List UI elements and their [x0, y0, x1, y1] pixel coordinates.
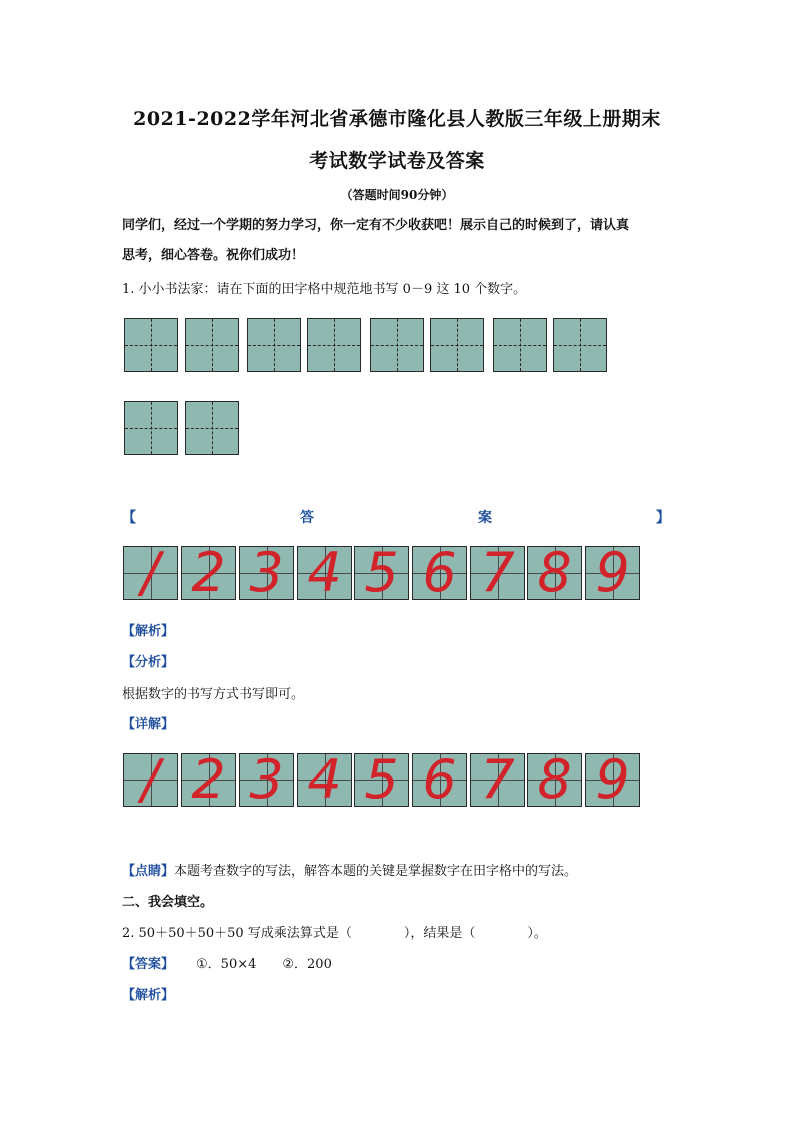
- digit-glyph: 8: [537, 546, 572, 600]
- digit-cell: [527, 546, 582, 600]
- answer-bracket-left: 【: [122, 510, 136, 526]
- tianzige-box[interactable]: [124, 401, 178, 455]
- digit-cell: [585, 546, 640, 600]
- dianjing-label: 【点睛】: [122, 864, 175, 879]
- fenxi-text: 根据数字的书写方式书写即可。: [122, 687, 305, 702]
- section-2-heading: 二、我会填空。: [122, 895, 214, 910]
- digit-glyph: /: [141, 753, 160, 807]
- digit-cell: [123, 753, 178, 807]
- digit-cell: [527, 753, 582, 807]
- q2-answer-text: ①．50×4 ②．200: [196, 957, 332, 972]
- question-1: 1. 小小书法家：请在下面的田字格中规范地书写 0－9 这 10 个数字。: [122, 282, 527, 297]
- digit-glyph: 4: [307, 753, 342, 807]
- xiangjie-label: 【详解】: [122, 717, 175, 732]
- digit-cell: [297, 753, 352, 807]
- fenxi-label: 【分析】: [122, 655, 175, 670]
- digit-glyph: 3: [249, 753, 284, 807]
- digit-cell: [412, 753, 467, 807]
- digit-glyph: 6: [422, 546, 457, 600]
- title-line-1: 2021-2022学年河北省承德市隆化县人教版三年级上册期末: [133, 108, 661, 130]
- dianjing-line: [122, 862, 577, 882]
- digit-cell: [470, 546, 525, 600]
- answer-char-1: 答: [300, 510, 314, 526]
- digit-glyph: 5: [364, 753, 399, 807]
- answer-digit-strip: [123, 546, 640, 600]
- digit-glyph: 2: [191, 753, 226, 807]
- question-2: 2. 50＋50＋50＋50 写成乘法算式是（ ），结果是（ ）。: [122, 926, 547, 941]
- tianzige-box[interactable]: [185, 401, 239, 455]
- title-line-2: 考试数学试卷及答案: [309, 150, 485, 172]
- digit-cell: [412, 546, 467, 600]
- intro-line-2: 思考，细心答卷。祝你们成功！: [122, 248, 305, 263]
- answer-char-2: 案: [478, 510, 492, 526]
- digit-glyph: 7: [480, 753, 515, 807]
- digit-cell: [354, 546, 409, 600]
- tianzige-box[interactable]: [553, 318, 607, 372]
- digit-glyph: 6: [422, 753, 457, 807]
- digit-cell: [181, 546, 236, 600]
- jiexi-label: 【解析】: [122, 624, 175, 639]
- detail-digit-strip: [123, 753, 640, 807]
- jiexi-label-2: 【解析】: [122, 988, 175, 1003]
- intro-line-1: 同学们，经过一个学期的努力学习，你一定有不少收获吧！展示自己的时候到了，请认真: [122, 218, 630, 233]
- digit-glyph: 5: [364, 546, 399, 600]
- digit-cell: [585, 753, 640, 807]
- digit-glyph: 9: [595, 753, 630, 807]
- digit-glyph: 2: [191, 546, 226, 600]
- tianzige-box[interactable]: [430, 318, 484, 372]
- digit-glyph: 9: [595, 546, 630, 600]
- tianzige-box[interactable]: [124, 318, 178, 372]
- digit-glyph: 7: [480, 546, 515, 600]
- digit-glyph: 8: [537, 753, 572, 807]
- digit-cell: [239, 546, 294, 600]
- digit-glyph: /: [141, 546, 160, 600]
- tianzige-box[interactable]: [185, 318, 239, 372]
- digit-cell: [181, 753, 236, 807]
- time-note: （答题时间90分钟）: [340, 188, 454, 202]
- digit-cell: [470, 753, 525, 807]
- digit-cell: [354, 753, 409, 807]
- tianzige-box[interactable]: [247, 318, 301, 372]
- digit-glyph: 4: [307, 546, 342, 600]
- tianzige-box[interactable]: [307, 318, 361, 372]
- tianzige-box[interactable]: [370, 318, 424, 372]
- tianzige-box[interactable]: [493, 318, 547, 372]
- digit-glyph: 3: [249, 546, 284, 600]
- dianjing-text: 本题考查数字的写法，解答本题的关键是掌握数字在田字格中的写法。: [174, 864, 578, 879]
- answer-header: [122, 507, 670, 527]
- digit-cell: [239, 753, 294, 807]
- q2-answer-line: [122, 955, 332, 975]
- digit-cell: [297, 546, 352, 600]
- digit-cell: [123, 546, 178, 600]
- q2-answer-label: 【答案】: [122, 957, 175, 972]
- answer-bracket-right: 】: [656, 510, 670, 526]
